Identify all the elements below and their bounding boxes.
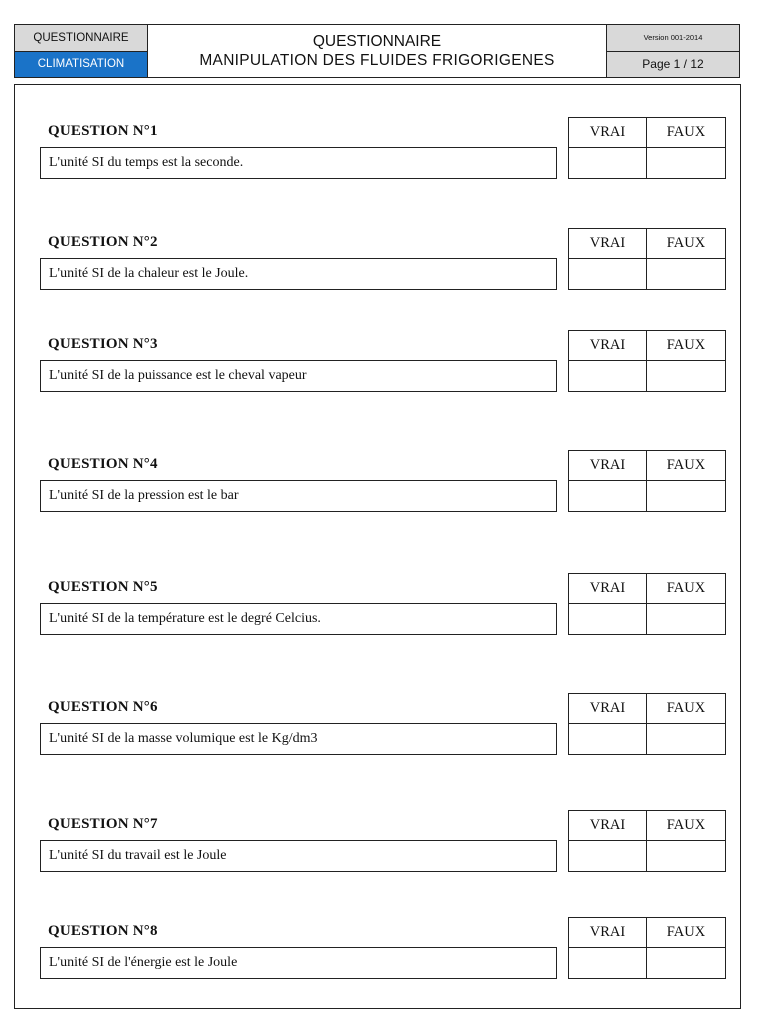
document-title: QUESTIONNAIRE (312, 33, 442, 50)
header-category-block (15, 25, 148, 77)
question-statement: L'unité SI de la masse volumique est le Kg/dm3 (40, 723, 557, 755)
false-label: FAUX (647, 451, 725, 481)
question-title: QUESTION N°3 (48, 336, 158, 352)
question-4 (40, 450, 728, 512)
question-8 (40, 917, 728, 979)
false-answer-box[interactable] (647, 724, 725, 754)
question-statement: L'unité SI de la pression est le bar (40, 480, 557, 512)
true-label: VRAI (569, 451, 647, 481)
document-subtitle: MANIPULATION DES FLUIDES FRIGORIGENES (199, 52, 555, 69)
true-label: VRAI (569, 229, 647, 259)
question-title: QUESTION N°5 (48, 579, 158, 595)
answer-grid (568, 917, 726, 979)
answer-grid (568, 693, 726, 755)
answer-grid (568, 450, 726, 512)
true-label: VRAI (569, 918, 647, 948)
question-statement: L'unité SI du travail est le Joule (40, 840, 557, 872)
false-label: FAUX (647, 811, 725, 841)
true-answer-box[interactable] (569, 724, 647, 754)
question-5 (40, 573, 728, 635)
subcategory-label: CLIMATISATION (15, 52, 147, 78)
question-title: QUESTION N°1 (48, 123, 158, 139)
true-label: VRAI (569, 694, 647, 724)
true-label: VRAI (569, 118, 647, 148)
true-answer-box[interactable] (569, 481, 647, 511)
true-answer-box[interactable] (569, 259, 647, 289)
answer-grid (568, 228, 726, 290)
question-title: QUESTION N°2 (48, 234, 158, 250)
true-answer-box[interactable] (569, 948, 647, 978)
question-title: QUESTION N°7 (48, 816, 158, 832)
false-label: FAUX (647, 331, 725, 361)
false-label: FAUX (647, 118, 725, 148)
false-answer-box[interactable] (647, 148, 725, 178)
false-answer-box[interactable] (647, 361, 725, 391)
version-label: Version 001-2014 (607, 25, 739, 52)
false-answer-box[interactable] (647, 259, 725, 289)
page-number: Page 1 / 12 (607, 52, 739, 78)
question-6 (40, 693, 728, 755)
false-answer-box[interactable] (647, 948, 725, 978)
true-label: VRAI (569, 331, 647, 361)
document-header (14, 24, 740, 78)
header-title-block (148, 25, 606, 77)
true-answer-box[interactable] (569, 604, 647, 634)
answer-grid (568, 117, 726, 179)
question-statement: L'unité SI de l'énergie est le Joule (40, 947, 557, 979)
true-answer-box[interactable] (569, 841, 647, 871)
false-label: FAUX (647, 694, 725, 724)
true-answer-box[interactable] (569, 361, 647, 391)
header-meta-block (606, 25, 739, 77)
false-label: FAUX (647, 918, 725, 948)
false-answer-box[interactable] (647, 604, 725, 634)
false-answer-box[interactable] (647, 841, 725, 871)
true-label: VRAI (569, 574, 647, 604)
question-3 (40, 330, 728, 392)
question-7 (40, 810, 728, 872)
question-statement: L'unité SI du temps est la seconde. (40, 147, 557, 179)
question-statement: L'unité SI de la puissance est le cheval vapeur (40, 360, 557, 392)
false-label: FAUX (647, 574, 725, 604)
question-title: QUESTION N°4 (48, 456, 158, 472)
question-statement: L'unité SI de la température est le degré Celcius. (40, 603, 557, 635)
answer-grid (568, 573, 726, 635)
question-2 (40, 228, 728, 290)
question-statement: L'unité SI de la chaleur est le Joule. (40, 258, 557, 290)
answer-grid (568, 330, 726, 392)
question-title: QUESTION N°6 (48, 699, 158, 715)
question-title: QUESTION N°8 (48, 923, 158, 939)
answer-grid (568, 810, 726, 872)
false-label: FAUX (647, 229, 725, 259)
category-label: QUESTIONNAIRE (15, 25, 147, 52)
question-1 (40, 117, 728, 179)
true-answer-box[interactable] (569, 148, 647, 178)
true-label: VRAI (569, 811, 647, 841)
false-answer-box[interactable] (647, 481, 725, 511)
